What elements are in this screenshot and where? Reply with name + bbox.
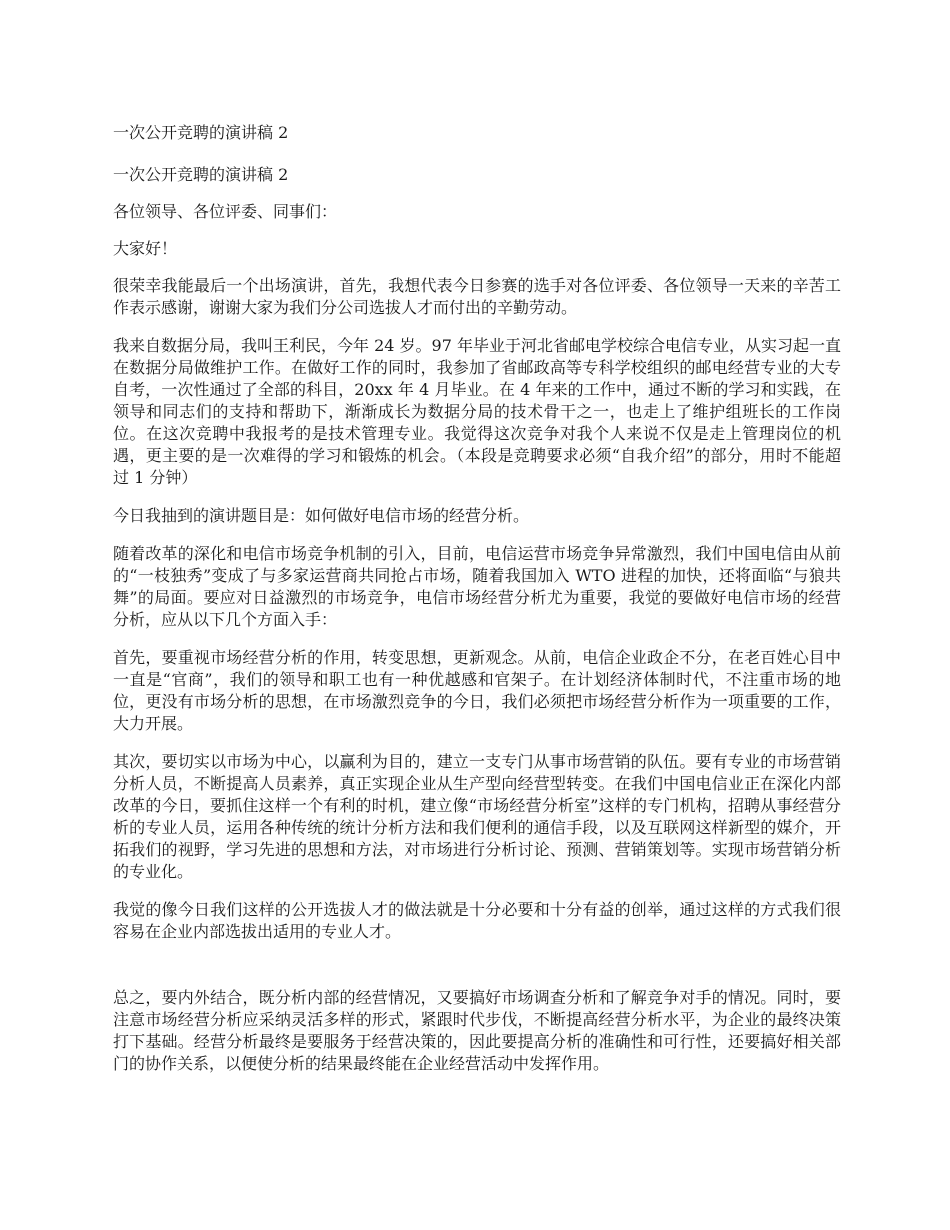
paragraph-self-introduction: 我来自数据分局，我叫王利民，今年 24 岁。97 年毕业于河北省邮电学校综合电信专业，从实习起一直在数据分局做维护工作。在做好工作的同时，我参加了省邮政高等专科学校组织的邮电经营专业的大专自考，一次性通过了全部的科目，20xx 年 4 月毕业。在 4 年来的工作中，通过不断的学习和实践，在领导和同志们的支持和帮助下，渐渐成长为数据分局的技术骨干之一，也走上了维护组班长的工作岗位。在这次竞聘中我报考的是技术管理专业。我觉得这次竞争对我个人来说不仅是走上管理岗位的机遇，更主要的是一次难得的学习和锻炼的机会。（本段是竞聘要求必须“自我介绍”的部分，用时不能超过 1 分钟）	[113, 336, 841, 487]
greeting: 大家好！	[113, 239, 178, 258]
paragraph-conclusion: 总之，要内外结合，既分析内部的经营情况，又要搞好市场调查分析和了解竞争对手的情况。同时，要注意市场经营分析应采纳灵活多样的形式，紧跟时代步伐，不断提高经营分析水平，为企业的最终决策打下基础。经营分析最终是要服务于经营决策的，因此要提高分析的准确性和可行性，还要搞好相关部门的协作关系，以便使分析的结果最终能在企业经营活动中发挥作用。	[113, 988, 841, 1073]
paragraph-topic: 今日我抽到的演讲题目是：如何做好电信市场的经营分析。	[113, 506, 530, 525]
document-title: 一次公开竞聘的演讲稿 2	[113, 123, 289, 142]
paragraph-selection-method: 我觉的像今日我们这样的公开选拔人才的做法就是十分必要和十分有益的创举，通过这样的方式我们很容易在企业内部选拔出适用的专业人才。	[113, 900, 841, 941]
document-subtitle: 一次公开竞聘的演讲稿 2	[113, 165, 289, 184]
document-page	[113, 122, 841, 1075]
paragraph-second-point: 其次，要切实以市场为中心，以赢利为目的，建立一支专门从事市场营销的队伍。要有专业的市场营销分析人员，不断提高人员素养，真正实现企业从生产型向经营型转变。在我们中国电信业正在深化内部改革的今日，要抓住这样一个有利的时机，建立像“市场经营分析室”这样的专门机构，招聘从事经营分析的专业人员，运用各种传统的统计分析方法和我们便利的通信手段，以及互联网这样新型的媒介，开拓我们的视野，学习先进的思想和方法，对市场进行分析讨论、预测、营销策划等。实现市场营销分析的专业化。	[113, 752, 841, 881]
paragraph-first-point: 首先，要重视市场经营分析的作用，转变思想，更新观念。从前，电信企业政企不分，在老百姓心目中一直是“官商”，我们的领导和职工也有一种优越感和官架子。在计划经济体制时代，不注重市场的地位，更没有市场分析的思想，在市场激烈竞争的今日，我们必须把市场经营分析作为一项重要的工作，大力开展。	[113, 648, 841, 733]
paragraph-background: 随着改革的深化和电信市场竞争机制的引入，目前，电信运营市场竞争异常激烈，我们中国电信由从前的“一枝独秀”变成了与多家运营商共同抢占市场，随着我国加入 WTO 进程的加快，还将面临“与狼共舞”的局面。要应对日益激烈的市场竞争，电信市场经营分析尤为重要，我觉的要做好电信市场的经营分析，应从以下几个方面入手：	[113, 544, 841, 629]
blank-space	[113, 943, 841, 987]
paragraph-thanks: 很荣幸我能最后一个出场演讲，首先，我想代表今日参赛的选手对各位评委、各位领导一天来的辛苦工作表示感谢，谢谢大家为我们分公司选拔人才而付出的辛勤劳动。	[113, 276, 841, 317]
salutation: 各位领导、各位评委、同事们：	[113, 202, 338, 221]
